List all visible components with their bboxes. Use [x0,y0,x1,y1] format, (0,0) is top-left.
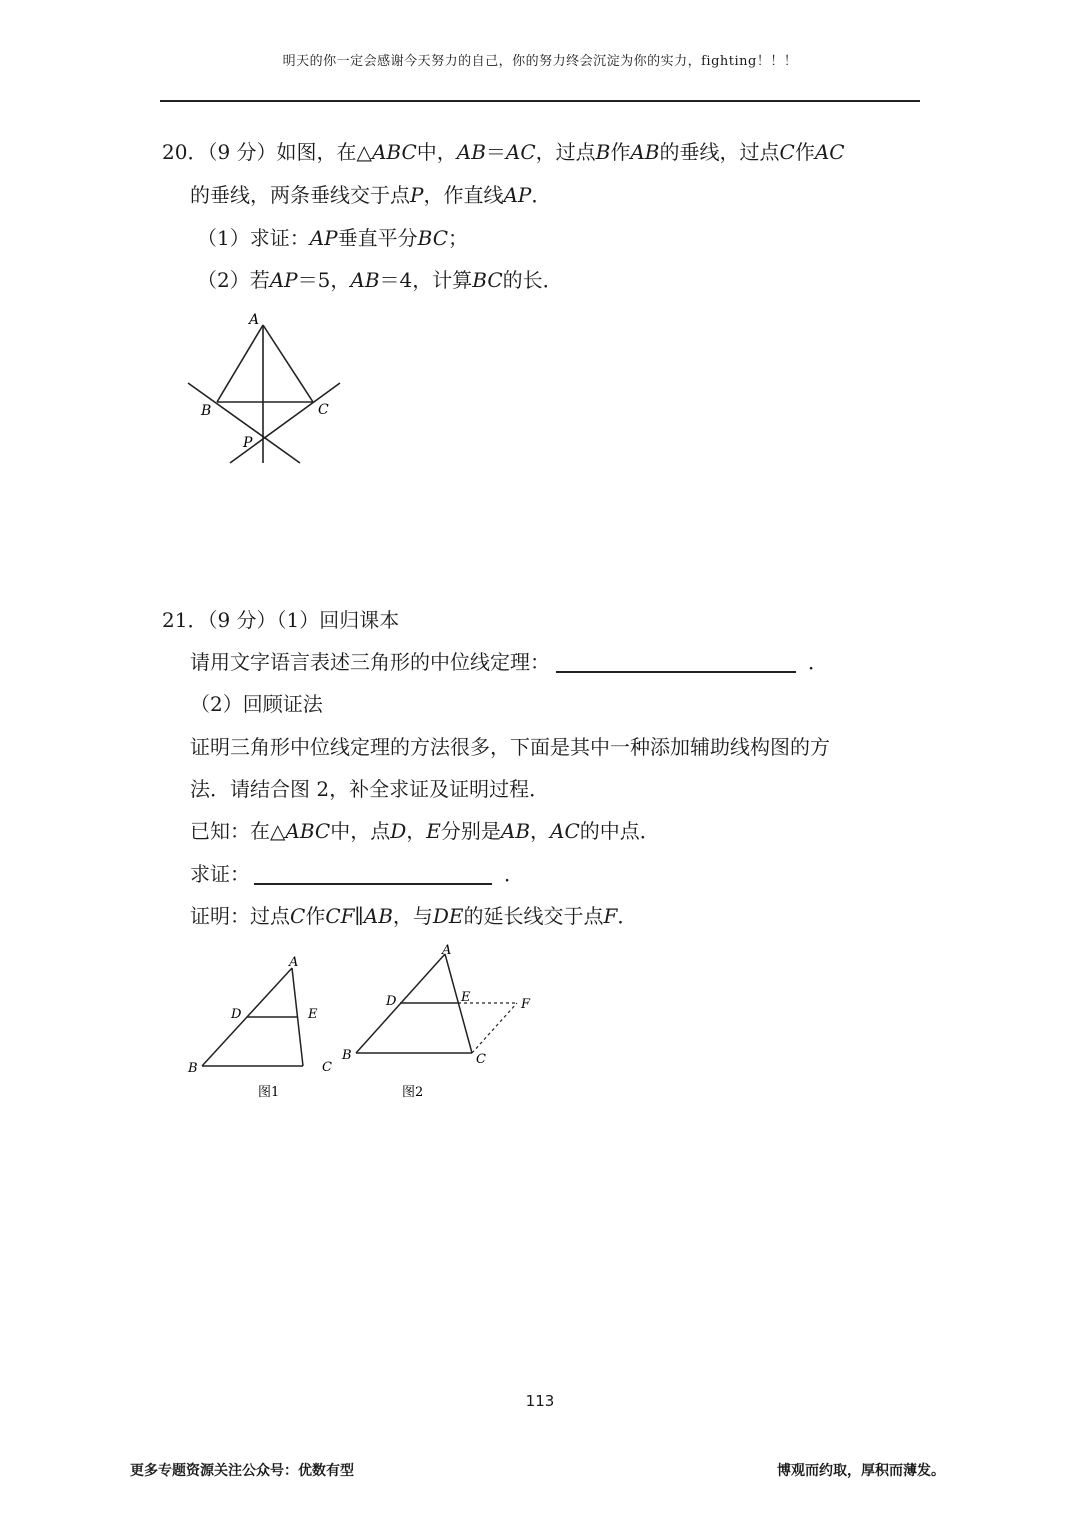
q21-paragraph-line-2: 法．请结合图 2，补全求证及证明过程． [190,777,550,801]
q21-prompt-1: 请用文字语言表述三角形的中位线定理： ． [190,650,828,674]
figure-caption: 图2 [402,1085,424,1100]
q21-prove: 求证： ． [190,862,524,886]
label-b: B [188,1061,198,1076]
q21-paragraph-line-1: 证明三角形中位线定理的方法很多，下面是其中一种添加辅助线构图的方 [190,735,830,759]
label-a: A [442,943,452,958]
label-e: E [461,990,471,1005]
footer-right-text: 博观而约取，厚积而薄发。 [777,1463,945,1479]
label-b: B [201,403,212,419]
q20-line-2: 的垂线，两条垂线交于点P，作直线AP． [190,183,552,207]
label-c: C [322,1060,332,1075]
q20-score: （9 分） [207,140,277,164]
label-a: A [289,955,299,970]
q20-subquestion-1: （1）求证：AP垂直平分BC； [197,226,469,250]
label-f: F [521,997,531,1012]
q21-figure-2 [340,940,540,1110]
q20-subquestion-2: （2）若AP＝5，AB＝4，计算BC的长． [197,268,563,292]
q21-proof: 证明：过点C作CF∥AB，与DE的延长线交于点F． [190,904,638,928]
q21-score: （9 分） [207,608,277,632]
perpendicular-at-b [188,383,300,463]
segment-ab [217,325,263,402]
label-c: C [476,1052,486,1067]
label-a: A [249,312,260,328]
footer-left-text: 更多专题资源关注公众号：优数有型 [130,1463,354,1479]
q21-line-1: 21．（9 分）（1）回归课本 [162,608,400,632]
page-number: 113 [525,1392,555,1410]
segment-ac [263,325,313,402]
figure-caption: 图1 [258,1085,280,1100]
q21-figure-1 [180,950,340,1110]
answer-blank-prove[interactable] [254,863,492,885]
label-d: D [386,994,397,1009]
q21-part-2-title: （2）回顾证法 [190,692,323,716]
q20-figure [180,305,350,475]
q20-line-1: 20．（9 分）如图，在△ABC中，AB＝AC，过点B作AB的垂线，过点C作AC [162,140,845,164]
q21-given: 已知：在△ABC中，点D，E分别是AB，AC的中点． [190,819,660,843]
label-b: B [342,1048,352,1063]
label-c: C [318,402,329,418]
perpendicular-at-c [230,383,340,463]
q20-number: 20． [162,140,208,164]
segment-cf-dashed [472,1003,517,1053]
label-p: P [243,435,253,451]
label-d: D [231,1007,242,1022]
label-e: E [308,1007,318,1022]
q21-number: 21． [162,608,208,632]
header-motto: 明天的你一定会感谢今天努力的自己，你的努力终会沉淀为你的实力，fighting！！！ [282,54,798,69]
header-divider [160,100,920,102]
answer-blank-theorem[interactable] [556,651,796,673]
